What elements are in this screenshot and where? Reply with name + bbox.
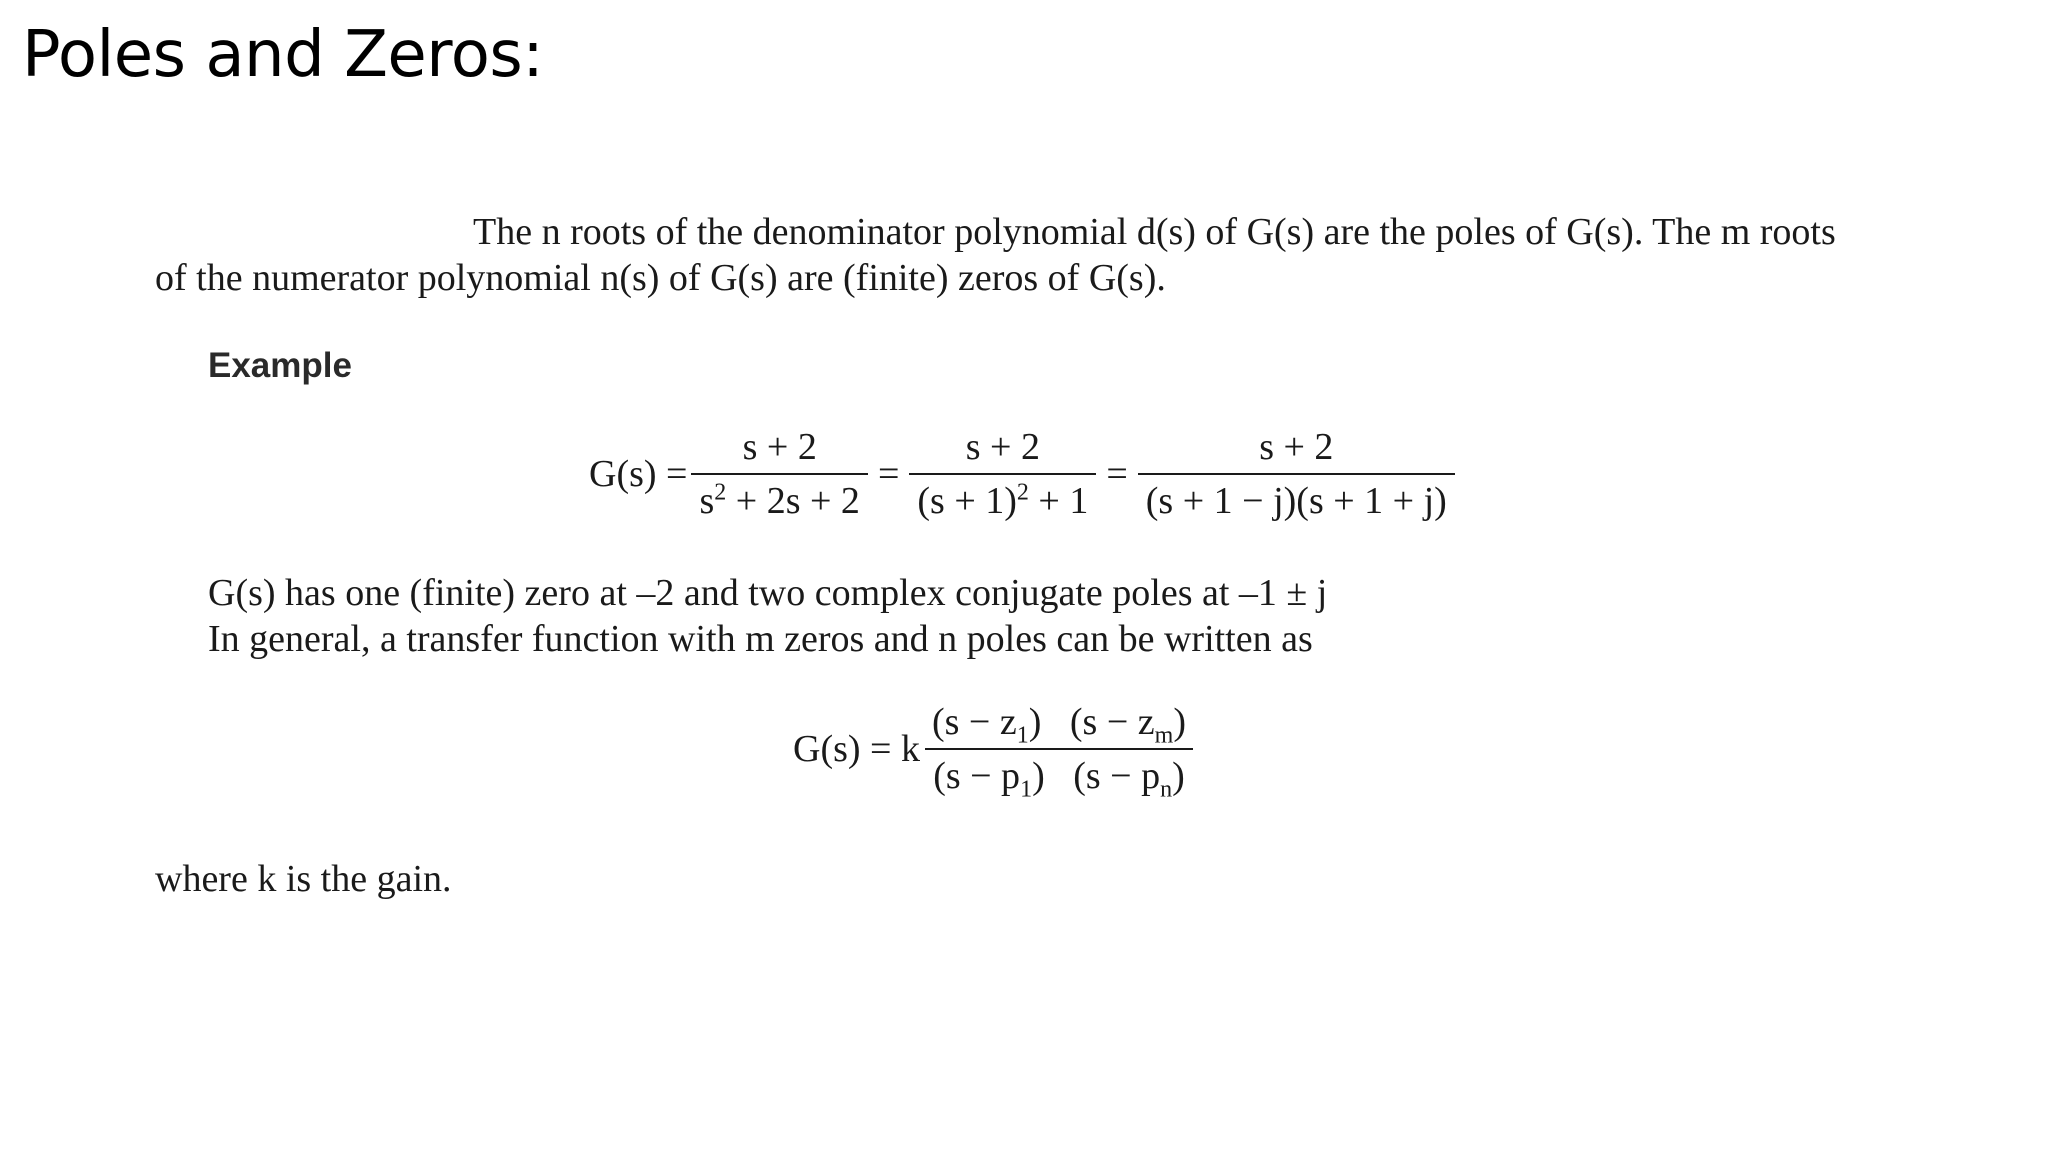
eq1-f1-denominator: [691, 473, 867, 523]
eq2-zero-m-subscript: m: [1154, 722, 1174, 749]
eq2-pole-n: (s − p: [1073, 755, 1161, 797]
eq2-zero-m-close: ): [1173, 701, 1186, 743]
example-heading: Example: [208, 346, 352, 385]
eq1-fraction-1: [691, 425, 867, 523]
eq1-f2-denominator: [909, 473, 1096, 523]
poles-zeros-definition: [155, 209, 1836, 301]
eq1-f1-den-rest: + 2s + 2: [726, 480, 860, 522]
eq1-fraction-2: [909, 425, 1096, 523]
eq2-zero-1-subscript: 1: [1016, 722, 1029, 749]
eq1-f1-den-base: s: [699, 480, 715, 522]
eq1-equals-1: =: [877, 453, 900, 495]
eq1-fraction-3: [1138, 425, 1455, 523]
slide-title: Poles and Zeros:: [22, 18, 544, 92]
definition-line-1: The n roots of the denominator polynomial d(s) of G(s) are the poles of G(s). The m roots: [473, 211, 1836, 253]
eq2-fraction: [924, 700, 1194, 803]
eq2-zero-m: (s − z: [1069, 701, 1155, 743]
eq1-f1-den-exponent: 2: [714, 479, 727, 506]
eq1-f2-numerator: s + 2: [965, 426, 1040, 468]
eq1-equals-2: =: [1106, 453, 1128, 495]
eq1-f2-den-exponent: 2: [1016, 479, 1029, 506]
eq2-pole-1-subscript: 1: [1020, 776, 1033, 803]
eq2-zero-1: (s − z: [931, 701, 1017, 743]
gain-note: where k is the gain.: [155, 858, 452, 900]
eq1-f3-denominator: (s + 1 − j)(s + 1 + j): [1138, 473, 1455, 523]
eq2-pole-n-close: ): [1172, 755, 1185, 797]
eq2-lhs: G(s) = k: [793, 728, 920, 770]
explanation-line-1: G(s) has one (finite) zero at –2 and two complex conjugate poles at –1 ± j: [208, 572, 1328, 614]
general-transfer-function: [793, 700, 1198, 803]
eq2-zero-1-close: ): [1028, 701, 1042, 743]
example-explanation: [208, 570, 1327, 662]
eq1-f3-numerator: s + 2: [1259, 426, 1334, 468]
eq2-denominator: [925, 748, 1193, 803]
eq1-f2-den-base: (s + 1): [917, 480, 1017, 522]
eq2-pole-n-subscript: n: [1160, 776, 1173, 803]
example-equation: [589, 425, 1459, 523]
eq2-pole-1-close: ): [1032, 755, 1045, 797]
eq2-numerator: [924, 700, 1194, 748]
explanation-line-2: In general, a transfer function with m zeros and n poles can be written as: [208, 618, 1313, 660]
definition-line-2: of the numerator polynomial n(s) of G(s) are (finite) zeros of G(s).: [155, 257, 1166, 299]
eq1-f2-den-rest: + 1: [1028, 480, 1089, 522]
eq2-pole-1: (s − p: [933, 755, 1021, 797]
eq1-f1-numerator: s + 2: [742, 426, 817, 468]
eq1-lhs: G(s) =: [589, 453, 688, 495]
